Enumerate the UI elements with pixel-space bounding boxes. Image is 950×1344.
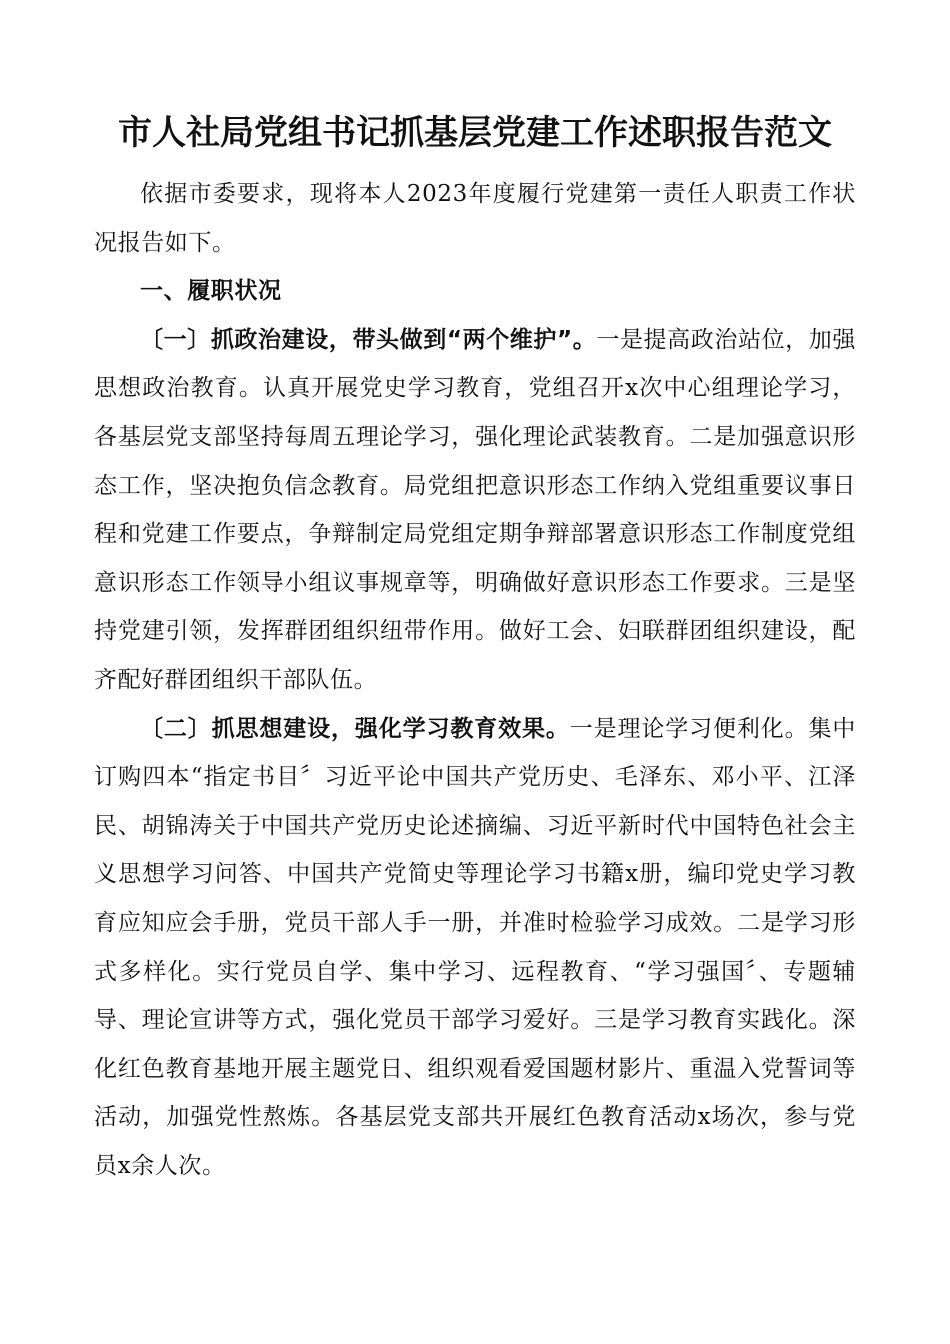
document-title: 市人社局党组书记抓基层党建工作述职报告范文	[118, 113, 832, 153]
paragraph-political-building	[94, 316, 856, 705]
paragraph-ideological-building	[94, 705, 856, 1191]
paragraph-lead: 〔二〕抓思想建设，强化学习教育效果。	[140, 715, 570, 742]
paragraph-text: 一是提高政治站位，加强思想政治教育。认真开展党史学习教育，党组召开x次中心组理论学习，各基层党支部坚持每周五理论学习，强化理论武装教育。二是加强意识形态工作，坚决抱负信念教育。局党组把意识形态工作纳入党组重要议事日程和党建工作要点，争辩制定局党组定期争辩部署意识形态工作制度党组意识形态工作领导小组议事规章等，明确做好意识形态工作要求。三是坚持党建引领，发挥群团组织纽带作用。做好工会、妇联群团组织建设，配齐配好群团组织干部队伍。	[94, 326, 856, 693]
section-heading: 一、履职状况	[140, 278, 282, 305]
paragraph-text: 一是理论学习便利化。集中订购四本“指定书目〞习近平论中国共产党历史、毛泽东、邓小平、江泽民、胡锦涛关于中国共产党历史论述摘编、习近平新时代中国特色社会主义思想学习问答、中国共产党简史等理论学习书籍x册，编印党史学习教育应知应会手册，党员干部人手一册，并准时检验学习成效。二是学习形式多样化。实行党员自学、集中学习、远程教育、“学习强国〞、专题辅导、理论宣讲等方式，强化党员干部学习爱好。三是学习教育实践化。深化红色教育基地开展主题党日、组织观看爱国题材影片、重温入党誓词等活动，加强党性熬炼。各基层党支部共开展红色教育活动x场次，参与党员x余人次。	[94, 715, 856, 1179]
document-body	[94, 170, 856, 1190]
paragraph-lead: 〔一〕抓政治建设，带头做到“两个维护”。	[140, 326, 597, 353]
intro-paragraph: 依据市委要求，现将本人2023年度履行党建第一责任人职责工作状况报告如下。	[94, 181, 856, 256]
